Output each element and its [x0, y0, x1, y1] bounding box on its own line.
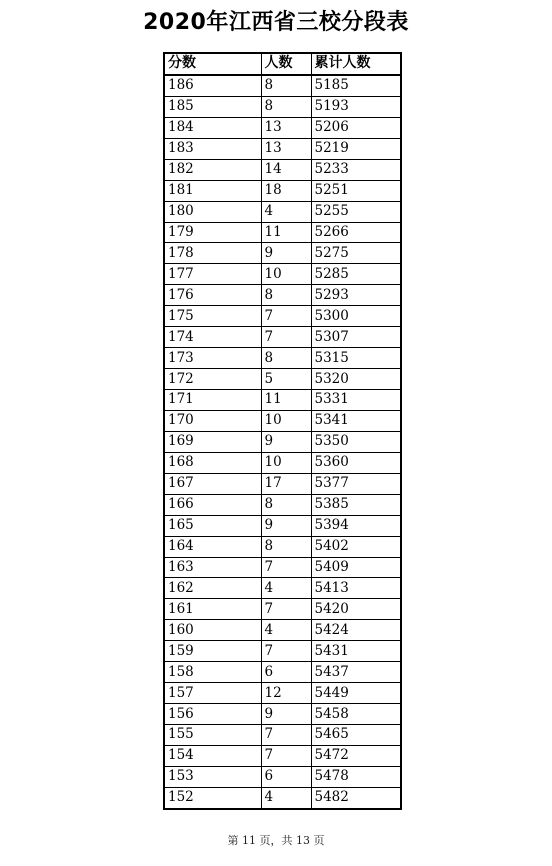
score-cell: 162: [164, 578, 261, 599]
cumulative-cell: 5233: [311, 159, 401, 180]
cumulative-cell: 5275: [311, 243, 401, 264]
score-cell: 153: [164, 766, 261, 787]
cumulative-cell: 5458: [311, 704, 401, 725]
count-cell: 7: [261, 306, 311, 327]
table-row: [164, 75, 401, 96]
score-table: [163, 52, 402, 810]
table-row: [164, 390, 401, 411]
count-cell: 8: [261, 348, 311, 369]
table-row: [164, 180, 401, 201]
score-cell: 160: [164, 620, 261, 641]
cumulative-cell: 5307: [311, 327, 401, 348]
score-cell: 164: [164, 536, 261, 557]
cumulative-cell: 5437: [311, 662, 401, 683]
score-cell: 183: [164, 138, 261, 159]
count-cell: 9: [261, 243, 311, 264]
table-row: [164, 264, 401, 285]
table-row: [164, 138, 401, 159]
cumulative-cell: 5482: [311, 787, 401, 808]
table-row: [164, 683, 401, 704]
count-cell: 8: [261, 285, 311, 306]
cumulative-cell: 5331: [311, 390, 401, 411]
count-cell: 6: [261, 662, 311, 683]
column-header-score: 分数: [164, 53, 261, 75]
score-cell: 156: [164, 704, 261, 725]
cumulative-cell: 5185: [311, 75, 401, 96]
count-cell: 14: [261, 159, 311, 180]
count-cell: 7: [261, 725, 311, 746]
score-cell: 186: [164, 75, 261, 96]
table-row: [164, 96, 401, 117]
score-cell: 159: [164, 641, 261, 662]
cumulative-cell: 5409: [311, 557, 401, 578]
table-row: [164, 117, 401, 138]
cumulative-cell: 5206: [311, 117, 401, 138]
cumulative-cell: 5472: [311, 745, 401, 766]
count-cell: 6: [261, 766, 311, 787]
table-row: [164, 766, 401, 787]
table-row: [164, 452, 401, 473]
cumulative-cell: 5385: [311, 494, 401, 515]
count-cell: 13: [261, 117, 311, 138]
count-cell: 11: [261, 390, 311, 411]
score-cell: 182: [164, 159, 261, 180]
count-cell: 7: [261, 557, 311, 578]
count-cell: 18: [261, 180, 311, 201]
score-cell: 169: [164, 431, 261, 452]
table-row: [164, 641, 401, 662]
score-cell: 154: [164, 745, 261, 766]
cumulative-cell: 5193: [311, 96, 401, 117]
count-cell: 8: [261, 536, 311, 557]
score-cell: 158: [164, 662, 261, 683]
count-cell: 4: [261, 578, 311, 599]
cumulative-cell: 5431: [311, 641, 401, 662]
cumulative-cell: 5424: [311, 620, 401, 641]
table-row: [164, 536, 401, 557]
count-cell: 4: [261, 787, 311, 808]
score-cell: 179: [164, 222, 261, 243]
score-cell: 171: [164, 390, 261, 411]
table-row: [164, 515, 401, 536]
cumulative-cell: 5255: [311, 201, 401, 222]
count-cell: 7: [261, 641, 311, 662]
score-cell: 174: [164, 327, 261, 348]
score-cell: 157: [164, 683, 261, 704]
column-header-count: 人数: [261, 53, 311, 75]
cumulative-cell: 5315: [311, 348, 401, 369]
table-row: [164, 725, 401, 746]
score-cell: 173: [164, 348, 261, 369]
score-cell: 152: [164, 787, 261, 808]
cumulative-cell: 5293: [311, 285, 401, 306]
cumulative-cell: 5449: [311, 683, 401, 704]
score-cell: 172: [164, 369, 261, 390]
table-row: [164, 557, 401, 578]
table-row: [164, 704, 401, 725]
table-row: [164, 662, 401, 683]
cumulative-cell: 5420: [311, 599, 401, 620]
count-cell: 4: [261, 201, 311, 222]
cumulative-cell: 5219: [311, 138, 401, 159]
count-cell: 7: [261, 599, 311, 620]
table-row: [164, 599, 401, 620]
cumulative-cell: 5266: [311, 222, 401, 243]
score-cell: 177: [164, 264, 261, 285]
score-cell: 161: [164, 599, 261, 620]
score-cell: 185: [164, 96, 261, 117]
table-row: [164, 620, 401, 641]
table-row: [164, 787, 401, 808]
table-row: [164, 410, 401, 431]
cumulative-cell: 5360: [311, 452, 401, 473]
count-cell: 9: [261, 431, 311, 452]
count-cell: 10: [261, 410, 311, 431]
table-row: [164, 578, 401, 599]
page-footer: 第 11 页，共 13 页: [227, 834, 325, 847]
count-cell: 9: [261, 704, 311, 725]
cumulative-cell: 5320: [311, 369, 401, 390]
score-cell: 155: [164, 725, 261, 746]
score-cell: 168: [164, 452, 261, 473]
score-cell: 176: [164, 285, 261, 306]
table-body: [164, 75, 401, 809]
table-row: [164, 745, 401, 766]
score-cell: 170: [164, 410, 261, 431]
cumulative-cell: 5478: [311, 766, 401, 787]
table-row: [164, 222, 401, 243]
cumulative-cell: 5285: [311, 264, 401, 285]
cumulative-cell: 5402: [311, 536, 401, 557]
count-cell: 10: [261, 452, 311, 473]
count-cell: 7: [261, 327, 311, 348]
score-cell: 181: [164, 180, 261, 201]
cumulative-cell: 5465: [311, 725, 401, 746]
count-cell: 12: [261, 683, 311, 704]
count-cell: 10: [261, 264, 311, 285]
cumulative-cell: 5350: [311, 431, 401, 452]
table-row: [164, 306, 401, 327]
table-row: [164, 327, 401, 348]
score-cell: 178: [164, 243, 261, 264]
table-row: [164, 243, 401, 264]
table-row: [164, 201, 401, 222]
table-row: [164, 348, 401, 369]
score-cell: 184: [164, 117, 261, 138]
table-row: [164, 431, 401, 452]
table-row: [164, 494, 401, 515]
count-cell: 8: [261, 494, 311, 515]
count-cell: 13: [261, 138, 311, 159]
score-cell: 180: [164, 201, 261, 222]
count-cell: 9: [261, 515, 311, 536]
cumulative-cell: 5251: [311, 180, 401, 201]
count-cell: 5: [261, 369, 311, 390]
score-cell: 165: [164, 515, 261, 536]
score-cell: 167: [164, 473, 261, 494]
column-header-cumulative: 累计人数: [311, 53, 401, 75]
table-row: [164, 159, 401, 180]
score-cell: 166: [164, 494, 261, 515]
cumulative-cell: 5341: [311, 410, 401, 431]
table-row: [164, 473, 401, 494]
page-title: 2020年江西省三校分段表: [143, 10, 409, 35]
table-row: [164, 369, 401, 390]
score-cell: 163: [164, 557, 261, 578]
count-cell: 17: [261, 473, 311, 494]
cumulative-cell: 5413: [311, 578, 401, 599]
count-cell: 8: [261, 96, 311, 117]
cumulative-cell: 5394: [311, 515, 401, 536]
count-cell: 11: [261, 222, 311, 243]
cumulative-cell: 5377: [311, 473, 401, 494]
cumulative-cell: 5300: [311, 306, 401, 327]
score-cell: 175: [164, 306, 261, 327]
count-cell: 7: [261, 745, 311, 766]
table-header-row: [164, 53, 401, 75]
count-cell: 4: [261, 620, 311, 641]
count-cell: 8: [261, 75, 311, 96]
table-row: [164, 285, 401, 306]
